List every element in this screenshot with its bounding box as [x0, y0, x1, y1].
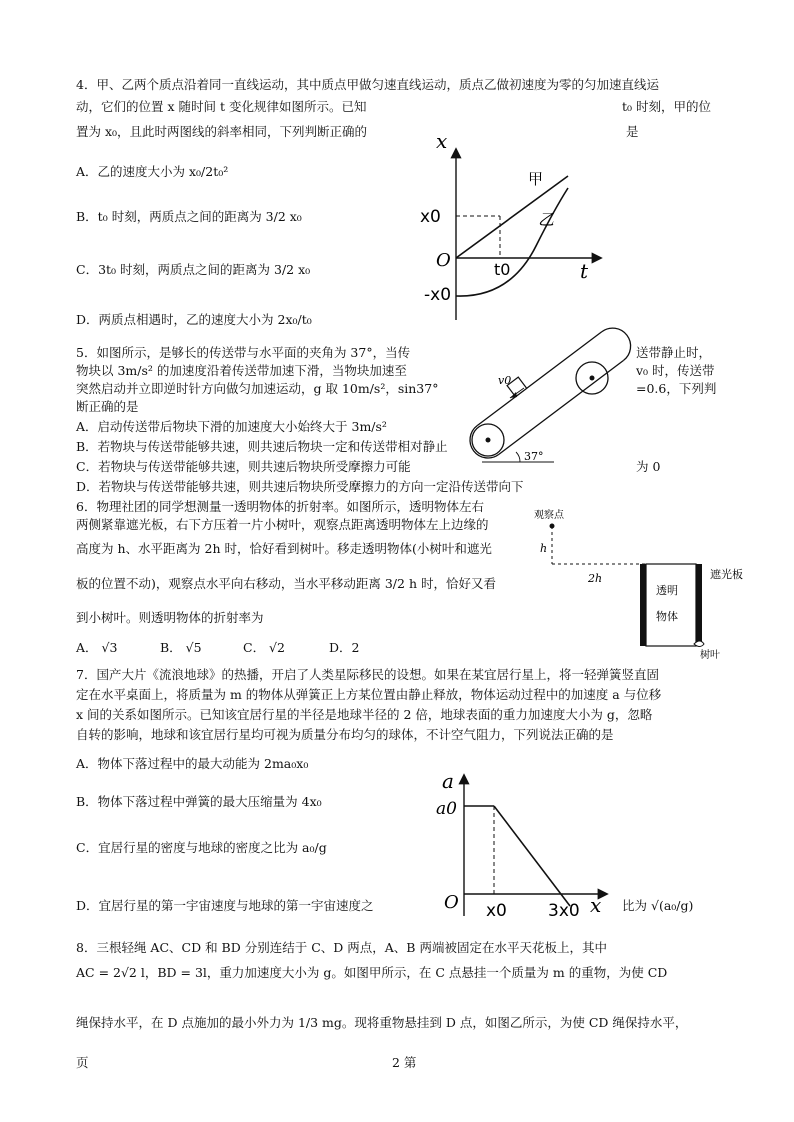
- q7-ax-graph: [430, 766, 610, 926]
- q6-shade-char: 遮光板: [710, 568, 743, 581]
- q7-label-a0: a0: [436, 799, 457, 819]
- q4-stem-line3a: 置为 x₀，且此时两图线的斜率相同，下列判断正确的: [76, 124, 368, 139]
- q8-stem-line2: AC = 2√2 l，BD = 3l，重力加速度大小为 g。如图甲所示，在 C 点悬挂一个质量为 m 的重物，为使 CD: [76, 965, 668, 980]
- q6-option-d: D．2: [329, 640, 360, 655]
- q7-option-b: B．物体下落过程中弹簧的最大压缩量为 4x₀: [76, 794, 322, 809]
- q4-stem-line3b: 是: [626, 124, 639, 139]
- q4-curve-yi: [456, 188, 568, 296]
- q6-option-a: A． √3: [76, 640, 118, 655]
- q6-label-h: h: [540, 542, 548, 555]
- q7-option-d-a: D．宜居行星的第一宇宙速度与地球的第一宇宙速度之: [76, 898, 374, 913]
- q4-option-b: B．t₀ 时刻，两质点之间的距离为 3/2 x₀: [76, 209, 302, 224]
- q5-label-angle: 37°: [524, 450, 544, 463]
- q6-refraction-diagram: [530, 504, 743, 661]
- q7-stem-line4: 自转的影响，地球和该宜居行星均可视为质量分布均匀的球体，不计空气阻力，下列说法正确的是: [76, 727, 614, 742]
- q6-label-2h: 2h: [588, 572, 603, 585]
- q7-label-x0: x0: [486, 901, 507, 921]
- q4-label-yi: 乙: [538, 210, 555, 229]
- q8-stem-line1: 8．三根轻绳 AC、CD 和 BD 分别连结于 C、D 两点，A、B 两端被固定在水平天花板上，其中: [76, 940, 607, 955]
- q5-stem-line2b: v₀ 时，传送带: [636, 363, 715, 378]
- q4-option-c: C．3t₀ 时刻，两质点之间的距离为 3/2 x₀: [76, 262, 311, 277]
- footer-page-number: 2 第: [392, 1055, 417, 1070]
- q7-stem-line2: 定在水平桌面上，将质量为 m 的物体从弹簧正上方某位置由静止释放，物体运动过程中的加速度 a 与位移: [76, 687, 662, 702]
- q4-label-x: x: [436, 129, 448, 153]
- q6-label-leaf: 树叶: [700, 650, 720, 661]
- q6-right-shade: [696, 564, 702, 646]
- q5-conveyor-diagram: [468, 352, 618, 466]
- q5-stem-line3a: 突然启动并立即逆时针方向做匀加速运动，g 取 10m/s²，sin37°: [76, 381, 439, 396]
- q5-option-c-b: 为 0: [636, 459, 661, 474]
- q6-label-body2: 物体: [656, 610, 678, 623]
- q7-label-x: x: [590, 893, 602, 917]
- q4-stem-line2a: 动，它们的位置 x 随时间 t 变化规律如图所示。已知: [76, 99, 367, 114]
- q7-option-d-b: 比为 √(a₀/g): [622, 898, 694, 913]
- q5-stem-line1b: 送带静止时，: [636, 345, 712, 360]
- q4-label-origin: O: [436, 250, 451, 271]
- q5-stem-line3b: =0.6，下列判: [636, 381, 717, 396]
- q6-option-c: C． √2: [243, 640, 285, 655]
- q4-option-d: D．两质点相遇时，乙的速度大小为 2x₀/t₀: [76, 312, 312, 327]
- q7-option-c: C．宜居行星的密度与地球的密度之比为 a₀/g: [76, 840, 327, 855]
- q7-label-a: a: [442, 769, 454, 793]
- q4-label-jia: 甲: [528, 170, 544, 188]
- q5-option-a: A．启动传送带后物块下滑的加速度大小始终大于 3m/s²: [76, 419, 387, 434]
- q6-left-shade: [640, 564, 646, 646]
- q6-label-observer: 观察点: [534, 510, 564, 521]
- q5-stem-line4: 断正确的是: [76, 399, 139, 414]
- q7-label-origin: O: [444, 892, 459, 913]
- q4-label-t: t: [580, 259, 589, 283]
- q6-stem-line4: 板的位置不动)，观察点水平向右移动，当水平移动距离 3/2 h 时，恰好又看: [76, 576, 496, 591]
- q4-label-t0: t0: [494, 260, 511, 279]
- q7-decline: [494, 806, 570, 906]
- q5-option-c-a: C．若物块与传送带能够共速，则共速后物块所受摩擦力可能: [76, 459, 411, 474]
- q6-option-b: B． √5: [160, 640, 202, 655]
- q6-stem-line5: 到小树叶。则透明物体的折射率为: [76, 610, 264, 625]
- q5-label-v0: v0: [498, 374, 512, 387]
- q4-stem-line2b: t₀ 时刻，甲的位: [622, 99, 712, 114]
- q7-label-3x0: 3x0: [548, 901, 580, 921]
- q4-option-a: A．乙的速度大小为 x₀/2t₀²: [76, 164, 229, 179]
- q6-stem-line2: 两侧紧靠遮光板，右下方压着一片小树叶，观察点距离透明物体左上边缘的: [76, 517, 489, 532]
- q4-label-x0: x0: [420, 207, 441, 227]
- q7-option-a: A．物体下落过程中的最大动能为 2ma₀x₀: [76, 756, 309, 771]
- q6-stem-line3: 高度为 h、水平距离为 2h 时，恰好看到树叶。移走透明物体(小树叶和遮光: [76, 541, 492, 556]
- q6-label-body1: 透明: [656, 584, 678, 597]
- q4-label-neg-x0: -x0: [424, 285, 452, 305]
- q5-option-b: B．若物块与传送带能够共速，则共速后物块一定和传送带相对静止: [76, 439, 448, 454]
- q6-label-shade: [710, 567, 743, 581]
- q5-stem-line2a: 物块以 3m/s² 的加速度沿着传送带加速下滑，当物块加速至: [76, 363, 407, 378]
- q6-transparent-body: [646, 564, 696, 646]
- q7-stem-line3: x 间的关系如图所示。已知该宜居行星的半径是地球半径的 2 倍，地球表面的重力加速度大小为 g，忽略: [76, 707, 653, 722]
- q8-stem-line3: 绳保持水平，在 D 点施加的最小外力为 1/3 mg。现将重物悬挂到 D 点，如图乙所示，为使 CD 绳保持水平，: [76, 1015, 688, 1030]
- footer-left: 页: [76, 1055, 89, 1070]
- q6-stem-line1: 6．物理社团的同学想测量一透明物体的折射率。如图所示，透明物体左右: [76, 499, 484, 514]
- q5-option-d: D．若物块与传送带能够共速，则共速后物块所受摩擦力的方向一定沿传送带向下: [76, 479, 524, 494]
- q7-stem-line1: 7．国产大片《流浪地球》的热播，开启了人类星际移民的设想。如果在某宜居行星上，将一轻弹簧竖直固: [76, 667, 659, 682]
- q5-stem-line1a: 5．如图所示，是够长的传送带与水平面的夹角为 37°，当传: [76, 345, 411, 360]
- q4-xt-graph: [418, 128, 608, 324]
- q4-stem-line1: 4．甲、乙两个质点沿着同一直线运动，其中质点甲做匀速直线运动，质点乙做初速度为零的匀加速直线运: [76, 77, 659, 92]
